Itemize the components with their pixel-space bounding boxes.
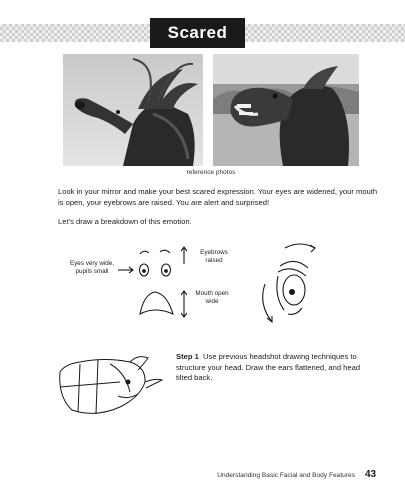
title-box bbox=[150, 18, 245, 48]
page-title: Scared bbox=[167, 23, 228, 42]
mouth-label: Mouth open wide bbox=[195, 290, 229, 305]
reference-photo-left bbox=[63, 54, 203, 166]
emotion-breakdown-diagram bbox=[60, 236, 360, 336]
page-header bbox=[0, 18, 405, 48]
reference-photo-right bbox=[213, 54, 359, 166]
page-number: 43 bbox=[365, 469, 377, 480]
breakdown-paragraph: Let’s draw a breakdown of this emotion. bbox=[58, 217, 192, 226]
intro-paragraph: Look in your mirror and make your best scared expression. Your eyes are widened, your mouth is open, your eyebrows are raised. You are alert and surprised! bbox=[58, 187, 378, 207]
head-structure-sketch bbox=[50, 352, 165, 420]
checker-band-right bbox=[245, 24, 405, 42]
photos-caption: reference photos bbox=[186, 169, 236, 176]
step-1-instruction bbox=[176, 352, 376, 384]
eyes-label: Eyes very wide, pupils small bbox=[69, 260, 115, 275]
step-1-text: Use previous headshot drawing techniques to structure your head. Draw the ears flattened, and head tilted back. bbox=[176, 352, 361, 382]
checker-band-left bbox=[0, 24, 150, 42]
face-features-sketch bbox=[60, 236, 360, 336]
step-1-label: Step 1 bbox=[176, 352, 199, 361]
chapter-footer: Understanding Basic Facial and Body Features bbox=[217, 472, 355, 479]
eyebrows-label: Eyebrows raised bbox=[200, 249, 228, 264]
